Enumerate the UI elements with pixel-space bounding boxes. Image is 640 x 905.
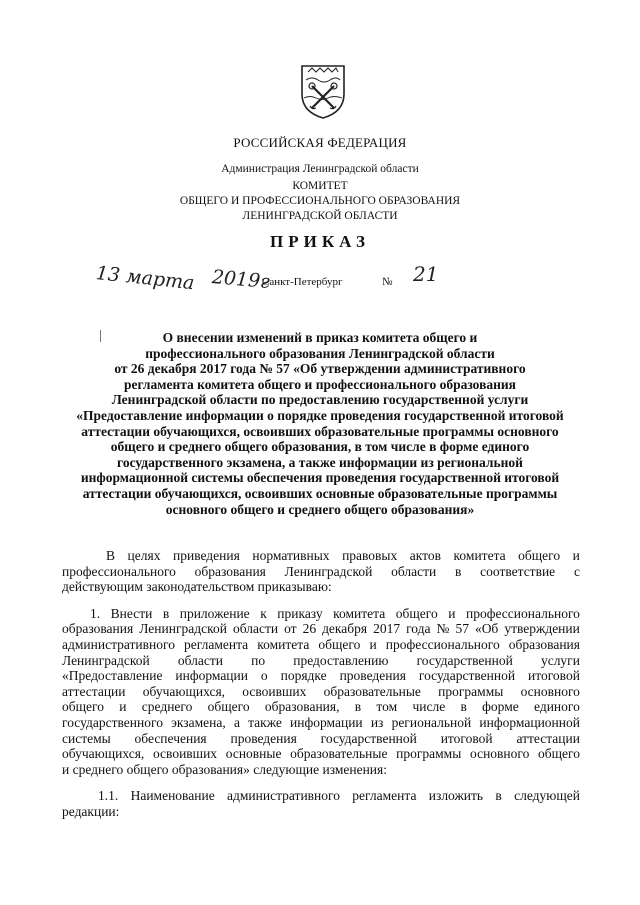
body-word: обучающихся, (62, 746, 145, 762)
body-word: профессионального (62, 563, 176, 579)
body-word: и (119, 699, 127, 715)
body-word: декабря (322, 621, 368, 637)
body-word: образования (194, 563, 266, 579)
paragraph-gap (62, 595, 580, 606)
body-line (62, 606, 580, 622)
body-word: к (260, 605, 267, 621)
body-word: регламента (352, 788, 417, 804)
body-word: аттестации (62, 683, 126, 699)
body-line (62, 746, 580, 762)
title-line: «Предоставление информации о порядке проведения государственной итоговой (76, 407, 564, 423)
place-of-issue: Санкт-Петербург (262, 276, 343, 288)
body-word: актов (409, 548, 442, 563)
body-word: 57 (455, 621, 469, 637)
body-word: в (495, 788, 502, 804)
body-word: итоговой (440, 730, 493, 746)
body-word: и (369, 636, 377, 652)
body-line (62, 684, 580, 700)
body-word: соответствие (480, 563, 556, 579)
body-word: действующим законодательством приказываю: (62, 579, 332, 595)
body-word: образования (508, 636, 580, 652)
body-line (62, 788, 580, 804)
body-word: итоговой (528, 668, 580, 684)
paragraph-gap (62, 777, 580, 788)
body-word: и среднего общего образования» следующие изменения: (62, 761, 387, 777)
body-word: форме (482, 699, 519, 715)
title-line: от 26 декабря 2017 года № 57 «Об утверждении административного (114, 361, 526, 377)
body-word: по (251, 652, 266, 668)
body-word: информационной (479, 714, 580, 730)
body-line (62, 579, 580, 595)
body-word: нормативных (252, 548, 330, 563)
header-committee-line3: ЛЕНИНГРАДСКОЙ ОБЛАСТИ (242, 210, 398, 222)
body-word: также (248, 714, 282, 730)
body-word: регламента (184, 636, 249, 652)
body-line (62, 762, 580, 778)
body-word: с (573, 563, 580, 579)
title-line: аттестации обучающихся, освоивших основные образовательные программы (82, 485, 558, 501)
body-word: комитета (453, 548, 506, 563)
body-word: аттестации (516, 730, 580, 746)
body-word: следующей (514, 788, 580, 804)
body-line (62, 564, 580, 580)
body-word: В (106, 548, 116, 563)
body-word: услуги (540, 652, 580, 668)
body-word: Ленинградской (139, 621, 227, 637)
title-line: основного общего и среднего общего образования» (165, 501, 475, 517)
body-word: года (406, 621, 431, 637)
body-word: и (572, 548, 580, 563)
body-word: порядке (280, 668, 327, 684)
title-line: О внесении изменений в приказ комитета общего и (162, 330, 478, 345)
body-word: от (284, 621, 297, 637)
body-word: 1. (90, 605, 101, 621)
body-word: в (460, 699, 467, 715)
body-word: том (376, 699, 398, 715)
date-place-number-row (0, 258, 640, 295)
order-title (70, 330, 570, 517)
body-word: предоставлению (293, 652, 389, 668)
header-committee-line1: КОМИТЕТ (292, 180, 348, 192)
body-word: программы (438, 683, 504, 699)
body-word: общего (538, 746, 580, 762)
body-word: обучающихся, (142, 683, 226, 699)
body-word: образования, (264, 699, 340, 715)
body-word: и (448, 605, 456, 621)
body-word: информации (175, 668, 248, 684)
body-word: «Предоставление (62, 668, 163, 684)
body-word: 1.1. (98, 788, 119, 804)
title-line: профессионального образования Ленинградской области (145, 345, 495, 361)
body-word: единого (534, 699, 580, 715)
body-word: 2017 (373, 621, 401, 637)
header-committee-line2: ОБЩЕГО И ПРОФЕССИОНАЛЬНОГО ОБРАЗОВАНИЯ (179, 195, 461, 207)
header-administration: Администрация Ленинградской области (221, 163, 419, 175)
body-word: общего (518, 548, 561, 563)
body-word: основные (225, 746, 282, 762)
body-word: образовательные (323, 683, 421, 699)
body-word: освоивших (242, 683, 307, 699)
title-line: Ленинградской области по предоставлению государственной услуги (111, 392, 529, 408)
body-line (62, 621, 580, 637)
body-word: общего (62, 699, 104, 715)
handwritten-date: 13 марта (94, 262, 196, 295)
body-word: профессионального (465, 605, 580, 621)
body-word: приказу (277, 605, 323, 621)
body-word: Ленинградской (284, 563, 373, 579)
title-line: регламента комитета общего и профессионального образования (123, 376, 516, 392)
leningrad-oblast-coat-of-arms-icon (298, 60, 348, 120)
body-word: основного (520, 683, 580, 699)
body-line (62, 804, 580, 820)
body-word: 26 (302, 621, 317, 637)
title-line: государственного экзамена, а также информации из региональной (117, 454, 523, 470)
body-word: системы (62, 730, 111, 746)
body-word: изложить (428, 788, 484, 804)
body-word: Внести (110, 605, 153, 621)
body-word: обеспечения (134, 730, 207, 746)
body-word: утверждении (504, 621, 580, 637)
body-word: административного (62, 636, 175, 652)
body-word: информации (290, 714, 363, 730)
body-word: проведения (230, 730, 297, 746)
body-word: в (354, 699, 362, 715)
body-word: области (177, 652, 223, 668)
body-word: № (436, 621, 450, 637)
body-word: о (260, 668, 268, 684)
body-word: общего (207, 699, 250, 715)
body-word: целях (127, 548, 161, 563)
body-word: из (370, 714, 384, 730)
doc-type-title: ПРИКАЗ (270, 232, 370, 251)
body-word: государственной (320, 730, 417, 746)
body-word: числе (412, 699, 446, 715)
body-line (62, 715, 580, 731)
body-word: образования (62, 621, 134, 637)
title-line: общего и среднего общего образования, в том числе в форме единого (110, 439, 530, 455)
header-country: РОССИЙСКАЯ ФЕДЕРАЦИЯ (233, 135, 407, 150)
body-word: приведения (173, 548, 240, 563)
title-line: аттестации обучающихся, освоивших образовательные программы основного (81, 423, 559, 439)
body-line (62, 731, 580, 747)
order-body (62, 548, 580, 820)
body-word: государственной (416, 652, 513, 668)
body-word: Ленинградской (62, 652, 150, 668)
body-word: профессионального (385, 636, 500, 652)
body-word: программы (396, 746, 462, 762)
body-word: государственной (418, 668, 516, 684)
body-word: образовательные (290, 746, 388, 762)
body-line (62, 548, 580, 564)
handwritten-year: 2019г (211, 266, 271, 294)
body-word: освоивших (152, 746, 218, 762)
body-line (62, 637, 580, 653)
body-word: основного (469, 746, 530, 762)
number-sign: № (382, 276, 393, 288)
body-word: общего (318, 636, 361, 652)
body-word: государственного (62, 714, 163, 730)
title-line: информационной системы обеспечения проведения государственной итоговой (80, 470, 560, 486)
body-line (62, 668, 580, 684)
body-word: среднего (141, 699, 193, 715)
body-word: проведения (339, 668, 406, 684)
body-word: редакции: (62, 803, 120, 819)
body-word: области (232, 621, 279, 637)
body-word: комитета (333, 605, 386, 621)
body-word: экзамена, (171, 714, 226, 730)
body-line (62, 699, 580, 715)
handwritten-number: 21 (413, 262, 439, 286)
body-word: правовых (342, 548, 398, 563)
body-word: «Об (474, 621, 499, 637)
body-word: комитета (257, 636, 310, 652)
body-word: области (391, 563, 437, 579)
body-word: региональной (391, 714, 472, 730)
body-line (62, 653, 580, 669)
body-word: приложение (179, 605, 250, 621)
body-word: Наименование (130, 788, 215, 804)
body-word: общего (395, 605, 438, 621)
body-word: а (233, 714, 240, 730)
body-word: в (162, 605, 170, 621)
body-word: в (455, 563, 462, 579)
body-word: административного (227, 788, 340, 804)
